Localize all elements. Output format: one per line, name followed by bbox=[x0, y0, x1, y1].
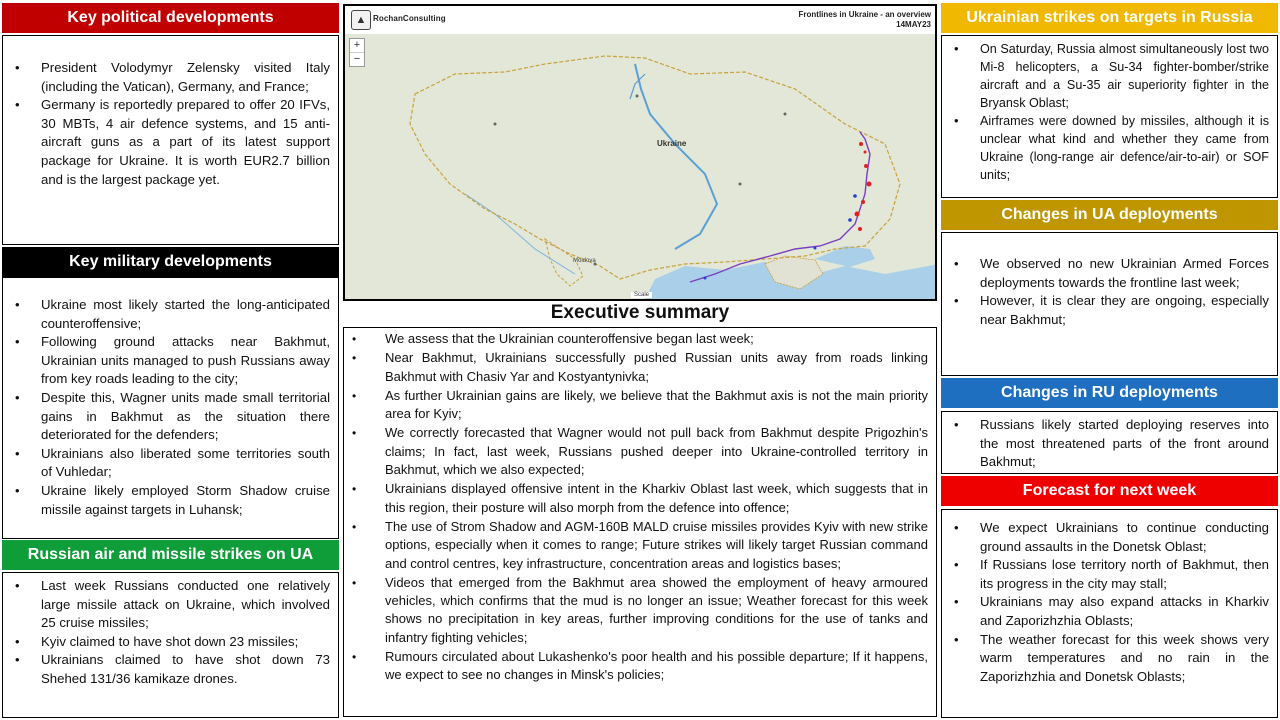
middle-column bbox=[341, 0, 939, 720]
ru-deploy-box bbox=[941, 411, 1278, 474]
ua-mark bbox=[848, 218, 852, 222]
map-title-line1: Frontlines in Ukraine - an overview bbox=[798, 10, 931, 19]
bullet-item: • Germany is reportedly prepared to offer 20 IFVs, 30 MBTs, 4 air defence systems, and 15 anti-aircraft guns as a part of its latest support package for Ukraine. It is worth EUR2.7 billion and is the largest package yet. bbox=[3, 96, 338, 189]
bullet-item: • Despite this, Wagner units made small territorial gains in Bakhmut as the situation there deteriorated for the defenders; bbox=[3, 389, 338, 445]
ru-mark bbox=[859, 142, 863, 146]
ua-strikes-box bbox=[941, 35, 1278, 198]
map-svg bbox=[345, 34, 935, 299]
strikes-list bbox=[3, 577, 338, 689]
military-header: Key military developments bbox=[2, 247, 339, 277]
zoom-in-button[interactable]: + bbox=[353, 39, 361, 51]
exec-summary-title: Executive summary bbox=[550, 302, 730, 323]
ru-mark bbox=[855, 212, 860, 217]
bullet-item: • We assess that the Ukrainian counteroffensive began last week; bbox=[344, 330, 936, 348]
ru-deploy-header: Changes in RU deployments bbox=[941, 378, 1278, 408]
map-view[interactable] bbox=[345, 34, 935, 299]
bullet-item: • We observed no new Ukrainian Armed Forces deployments towards the frontline last week; bbox=[942, 255, 1277, 292]
exec-summary-box bbox=[343, 327, 937, 717]
bullet-item: • Near Bakhmut, Ukrainians successfully pushed Russian units away from roads linking Bakhmut with Chasiv Yar and Kostyantynivka; bbox=[344, 349, 936, 386]
military-box bbox=[2, 277, 339, 539]
map-scale-bar: Scale bbox=[631, 292, 652, 298]
bullet-item: • Russians likely started deploying reserves into the most threatened parts of the front around Bakhmut; bbox=[942, 416, 1277, 472]
ru-mark bbox=[861, 200, 865, 204]
ru-mark bbox=[864, 151, 867, 154]
bullet-item: • The weather forecast for this week shows very warm temperatures and no rain in the Zaporizhzhia and Donetsk Oblasts; bbox=[942, 631, 1277, 687]
bullet-item: • However, it is clear they are ongoing, especially near Bakhmut; bbox=[942, 292, 1277, 329]
right-column bbox=[939, 0, 1280, 720]
political-box bbox=[2, 35, 339, 245]
strikes-header: Russian air and missile strikes on UA bbox=[2, 540, 339, 570]
bullet-item: • The use of Strom Shadow and AGM-160B MALD cruise missiles provides Kyiv with new strike options, especially when it comes to range; Future strikes will likely target Russian command and control centres, key infrastructure, concentration areas and logistics bases; bbox=[344, 518, 936, 573]
political-header: Key political developments bbox=[2, 3, 339, 33]
city-dot bbox=[494, 123, 497, 126]
forecast-box bbox=[941, 509, 1278, 718]
ru-mark bbox=[858, 227, 862, 231]
map-label-moldova: Moldova bbox=[573, 258, 596, 264]
bullet-item: • Kyiv claimed to have shot down 23 missiles; bbox=[3, 633, 338, 652]
ua-mark bbox=[704, 277, 707, 280]
bullet-item: • Following ground attacks near Bakhmut, Ukrainian units managed to push Russians away from key roads leading to the city; bbox=[3, 333, 338, 389]
city-dot bbox=[636, 95, 639, 98]
ua-mark bbox=[814, 247, 817, 250]
bullet-item: • Last week Russians conducted one relatively large missile attack on Ukraine, which involved 25 cruise missiles; bbox=[3, 577, 338, 633]
political-list bbox=[3, 59, 338, 189]
bullet-item: • Ukrainians also liberated some territories south of Vuhledar; bbox=[3, 445, 338, 482]
ru-mark bbox=[867, 182, 872, 187]
bullet-item: • We expect Ukrainians to continue conducting ground assaults in the Donetsk Oblast; bbox=[942, 519, 1277, 556]
rochan-logo-icon: ▲ bbox=[351, 10, 371, 30]
forecast-header: Forecast for next week bbox=[941, 476, 1278, 506]
map-title bbox=[799, 10, 931, 30]
ru-deploy-list bbox=[942, 416, 1277, 472]
bullet-item: • Ukrainians displayed offensive intent in the Kharkiv Oblast last week, which suggests that in this region, their posture will also morph from the defence into offence; bbox=[344, 480, 936, 517]
bullet-item: • Ukraine most likely started the long-anticipated counteroffensive; bbox=[3, 296, 338, 333]
bullet-item: • Videos that emerged from the Bakhmut area showed the employment of heavy armoured vehicles, which confirms that the mud is no longer an issue; Weather forecast for this week shows no precipitation in key areas, further improving conditions for the use of tanks and infantry fighting vehicles; bbox=[344, 574, 936, 647]
exec-summary-list bbox=[344, 328, 936, 685]
brand-name: RochanConsulting bbox=[373, 14, 446, 23]
left-column bbox=[0, 0, 341, 720]
map-title-date: 14MAY23 bbox=[896, 20, 931, 29]
ru-mark bbox=[864, 164, 868, 168]
ua-deploy-list bbox=[942, 255, 1277, 329]
map-label-ukraine: Ukraine bbox=[657, 139, 687, 148]
bullet-item: • Rumours circulated about Lukashenko's poor health and his possible departure; If it happens, we expect to see no changes in Minsk's policies; bbox=[344, 648, 936, 685]
bullet-item: • If Russians lose territory north of Bakhmut, then its progress in the city may stall; bbox=[942, 556, 1277, 593]
city-dot bbox=[739, 183, 742, 186]
bullet-item: • Airframes were downed by missiles, although it is unclear what kind and whether they came from Ukraine (long-range air defence/air-to-air) or SOF units; bbox=[942, 112, 1277, 184]
ua-strikes-list bbox=[942, 40, 1277, 184]
city-dot bbox=[784, 113, 787, 116]
ua-deploy-box bbox=[941, 232, 1278, 376]
map-zoom-controls bbox=[349, 38, 365, 67]
bullet-item: • We correctly forecasted that Wagner would not pull back from Bakhmut despite Prigozhin's claims; In fact, last week, Russians pushed deeper into Ukraine-controlled territory in Bakhmut, which we also expected; bbox=[344, 424, 936, 479]
zoom-out-button[interactable]: − bbox=[350, 52, 364, 66]
bullet-item: • On Saturday, Russia almost simultaneously lost two Mi-8 helicopters, a Su-34 fighter-bomber/strike aircraft and a Su-35 air superiority fighter in the Bryansk Oblast; bbox=[942, 40, 1277, 112]
ua-deploy-header: Changes in UA deployments bbox=[941, 200, 1278, 230]
bullet-item: • Ukraine likely employed Storm Shadow cruise missile against targets in Luhansk; bbox=[3, 482, 338, 519]
bullet-item: • As further Ukrainian gains are likely, we believe that the Bakhmut axis is not the main priority area for Kyiv; bbox=[344, 387, 936, 424]
ua-mark bbox=[853, 194, 857, 198]
map-header bbox=[345, 6, 935, 35]
bullet-item: • Ukrainians may also expand attacks in Kharkiv and Zaporizhzhia Oblasts; bbox=[942, 593, 1277, 630]
bullet-item: • Ukrainians claimed to have shot down 73 Shehed 131/36 kamikaze drones. bbox=[3, 651, 338, 688]
ua-strikes-header: Ukrainian strikes on targets in Russia bbox=[941, 3, 1278, 33]
strikes-box bbox=[2, 572, 339, 718]
forecast-list bbox=[942, 519, 1277, 686]
bullet-item: • President Volodymyr Zelensky visited Italy (including the Vatican), Germany, and France; bbox=[3, 59, 338, 96]
military-list bbox=[3, 296, 338, 519]
map-panel bbox=[343, 4, 937, 301]
